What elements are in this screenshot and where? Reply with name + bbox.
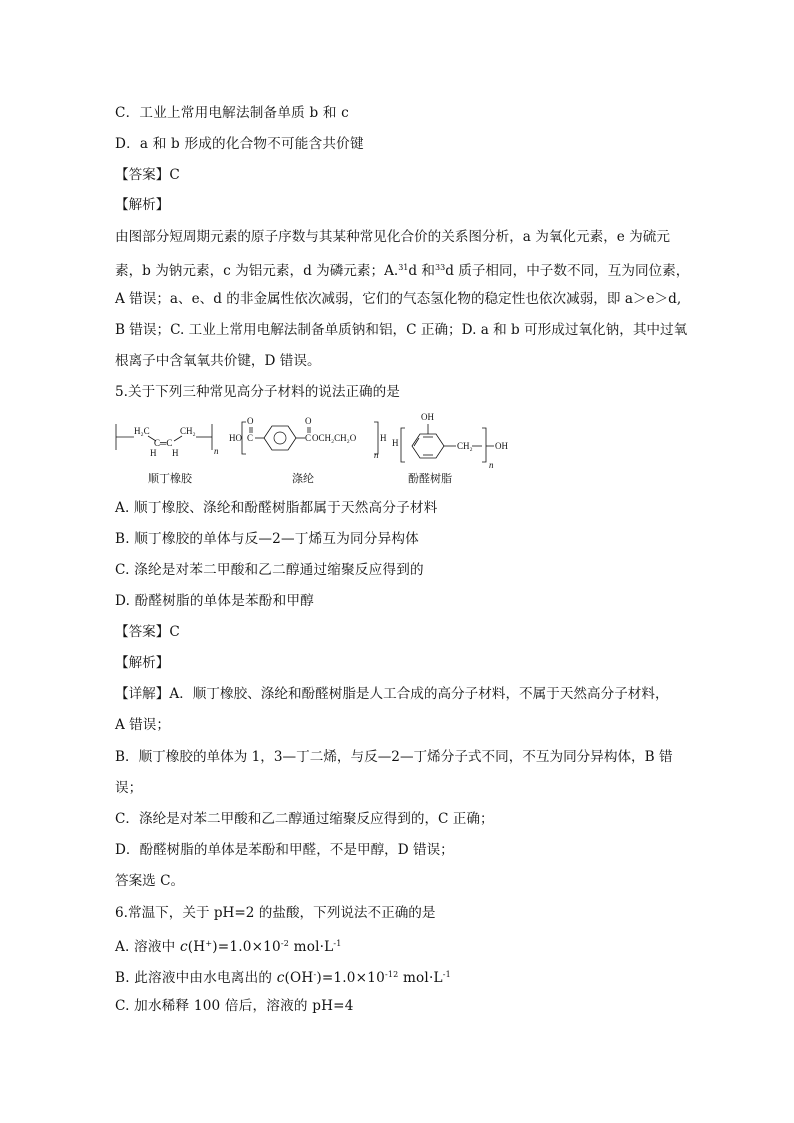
q6-option-b: B. 此溶液中由水电离出的 $c(OH^-)=1.0\times 10^{-12}$ $mol\cdot L^{-1}$ <box>115 970 451 986</box>
answer-value: C <box>169 167 180 183</box>
q5-detail-line-3: B．顺丁橡胶的单体为 1，3—丁二烯，与反—2—丁烯分子式不同，不互为同分异构体，B 错 <box>115 749 673 765</box>
q4-analysis-tag: 【解析】 <box>115 197 170 213</box>
q5-detail-line-2: A 错误； <box>115 717 170 733</box>
q4-option-c: C．工业上常用电解法制备单质 b 和 c <box>115 105 349 121</box>
structure-cis-polybutadiene <box>116 424 219 458</box>
struct2-c2: C <box>305 433 312 443</box>
struct1-h-right: H <box>172 448 179 458</box>
q4-analysis-line-5: 根离子中含氧氧共价键，D 错误。 <box>115 353 321 369</box>
q4-analysis-line-3: A 错误；a、e、d 的非金属性依次减弱，它们的气态氢化物的稳定性也依次减弱，即 a＞e＞d, <box>115 291 682 307</box>
q4-analysis-line-2: 素，b 为钠元素，c 为铝元素，d 为磷元素；A.$^{31}$d 和$^{33}$d 质子相同，中子数不同，互为同位素， <box>115 263 690 279</box>
label-phenolic-resin: 酚醛树脂 <box>408 472 452 485</box>
struct2-ho: HO <box>229 433 242 443</box>
q5-option-a: A. 顺丁橡胶、涤纶和酚醛树脂都属于天然高分子材料 <box>115 500 438 516</box>
struct3-oh-end: OH <box>495 441 508 451</box>
struct1-n: n <box>214 446 219 456</box>
q4-analysis-line-1: 由图部分短周期元素的原子序数与其某种常见化合价的关系图分析，a 为氧化元素，e 为硫元 <box>115 229 670 245</box>
q6-stem: 6.常温下，关于 pH=2 的盐酸，下列说法不正确的是 <box>115 905 436 921</box>
struct1-h2c: H₂C <box>134 426 150 436</box>
struct3-h-start: H <box>392 438 399 448</box>
struct1-ch2: CH₂ <box>180 426 196 436</box>
struct3-ch2: CH₂ <box>457 441 473 451</box>
answer-value: C <box>169 624 180 640</box>
struct2-n: n <box>374 450 379 460</box>
q5-stem: 5.关于下列三种常见高分子材料的说法正确的是 <box>115 384 400 400</box>
q4-answer <box>115 165 180 185</box>
q4-option-d: D．a 和 b 形成的化合物不可能含共价键 <box>115 136 364 152</box>
answer-tag: 【答案】 <box>115 167 170 183</box>
answer-tag: 【答案】 <box>115 624 170 640</box>
q5-detail-line-1: 【详解】A．顺丁橡胶、涤纶和酚醛树脂是人工合成的高分子材料，不属于天然高分子材料， <box>115 686 669 702</box>
q6-option-a: A. 溶液中 $c(H^+)=1.0\times 10^{-2}$ $mol\cdot L^{-1}$ <box>115 939 342 955</box>
struct2-h-end: H <box>380 433 387 443</box>
struct1-h-left: H <box>150 448 157 458</box>
struct3-n: n <box>489 460 494 470</box>
q5-detail-line-4: 误； <box>115 780 143 796</box>
struct2-c1: C <box>247 433 254 443</box>
struct2-o1: O <box>247 416 254 426</box>
struct1-c-eq-c: C═C <box>154 438 173 448</box>
struct2-o2: O <box>305 416 312 426</box>
structure-pet <box>229 416 387 460</box>
q4-analysis-line-4: B 错误；C. 工业上常用电解法制备单质钠和铝，C 正确；D. a 和 b 可形成过氧化钠，其中过氧 <box>115 322 688 338</box>
q5-detail-line-5: C．涤纶是对苯二甲酸和乙二醇通过缩聚反应得到的，C 正确； <box>115 811 494 827</box>
q5-analysis-tag: 【解析】 <box>115 655 170 671</box>
structure-phenolic-resin <box>392 412 508 470</box>
label-cis-polybutadiene: 顺丁橡胶 <box>148 472 192 485</box>
q5-option-d: D. 酚醛树脂的单体是苯酚和甲醇 <box>115 593 314 609</box>
q5-option-c: C. 涤纶是对苯二甲酸和乙二醇通过缩聚反应得到的 <box>115 562 424 578</box>
q5-option-b: B. 顺丁橡胶的单体与反—2—丁烯互为同分异构体 <box>115 531 419 547</box>
q5-conclusion: 答案选 C。 <box>115 873 185 889</box>
label-pet: 涤纶 <box>292 472 314 485</box>
q5-answer <box>115 622 180 642</box>
struct3-oh-top: OH <box>421 412 434 422</box>
polymer-structures <box>112 410 532 490</box>
q5-detail-line-6: D．酚醛树脂的单体是苯酚和甲醛，不是甲醇，D 错误； <box>115 842 454 858</box>
q6-option-c: C. 加水稀释 100 倍后，溶液的 pH=4 <box>115 998 354 1014</box>
struct2-ester: OCH₂CH₂O <box>312 433 357 443</box>
